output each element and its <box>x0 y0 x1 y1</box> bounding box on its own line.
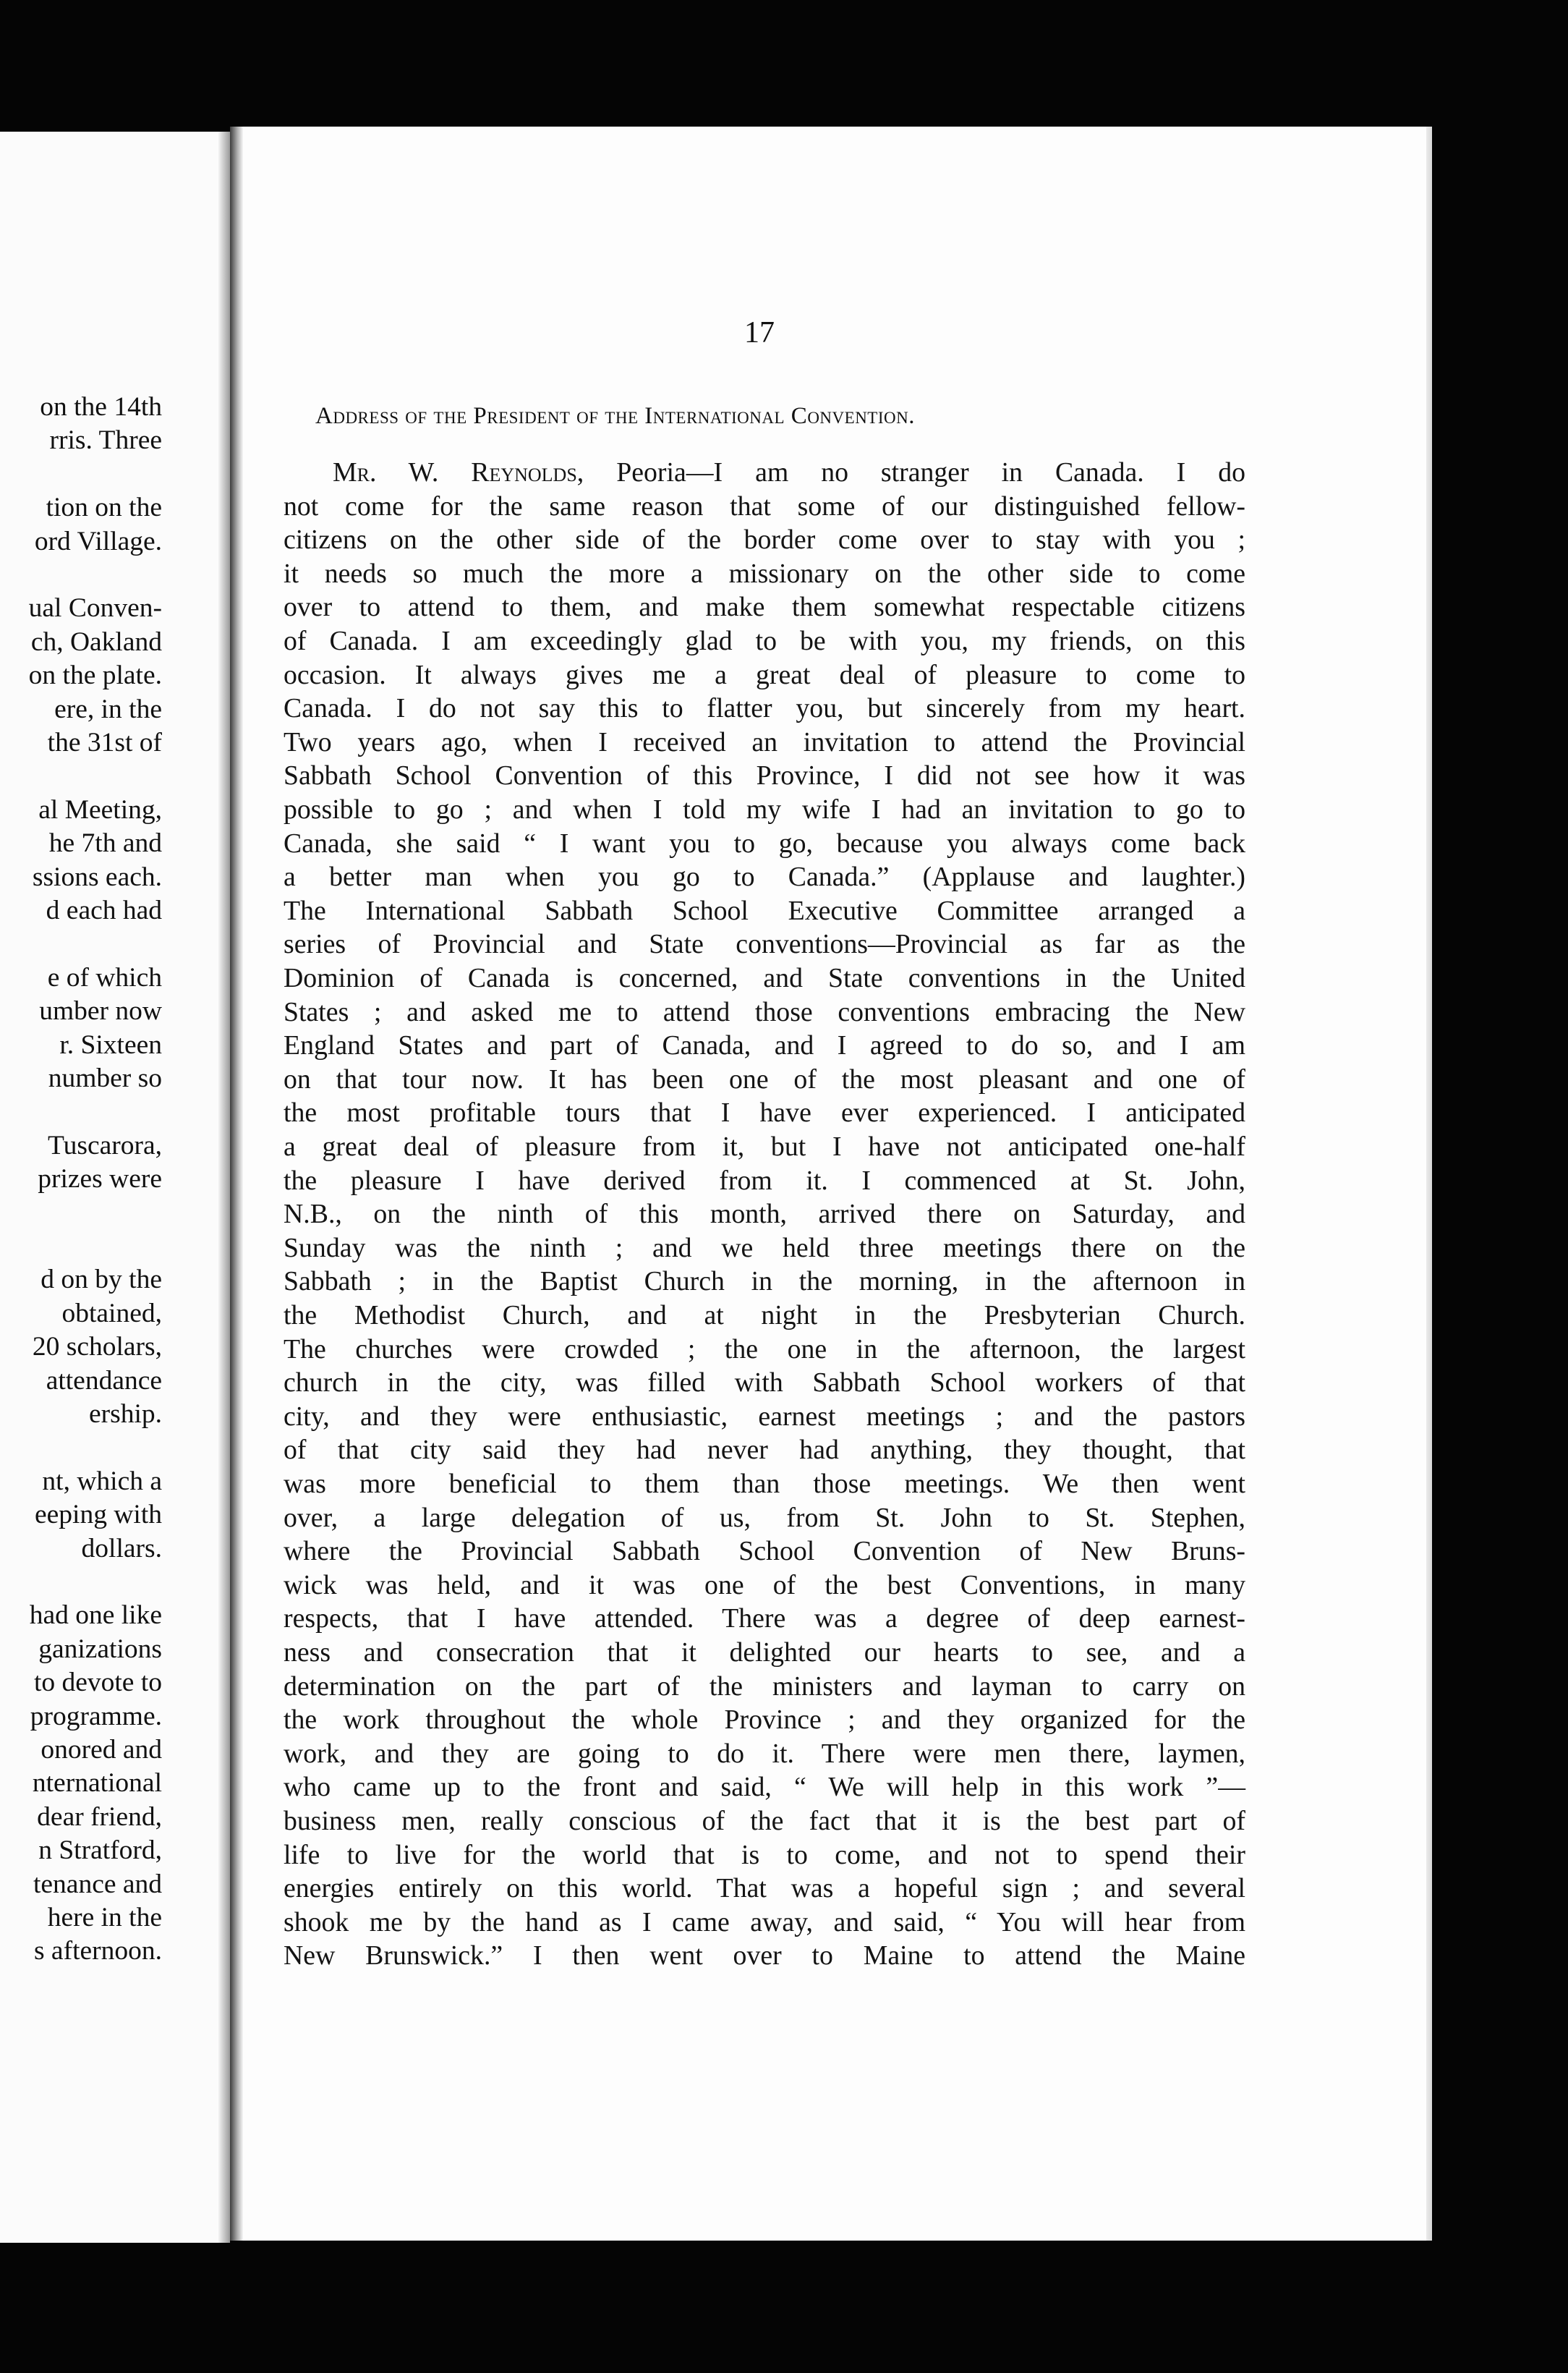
body-line: business men, really conscious of the fact that it is the best part of <box>284 1806 1245 1836</box>
body-line: the Methodist Church, and at night in the Presbyterian Church. <box>284 1300 1245 1330</box>
left-page-line: ord Village. <box>34 526 162 556</box>
body-line: The churches were crowded ; the one in the afternoon, the largest <box>284 1333 1245 1364</box>
body-line: city, and they were enthusiastic, earnest meetings ; and the pastors <box>284 1401 1245 1432</box>
body-line: a better man when you go to Canada.” (Applause and laughter.) <box>284 862 1245 893</box>
left-page-line: dear friend, <box>37 1801 162 1832</box>
left-page-line: had one like <box>29 1600 162 1631</box>
speaker-name: Mr. W. Reynolds <box>333 457 577 488</box>
left-page-line: e of which <box>47 962 162 993</box>
body-line: energies entirely on this world. That was a hopeful sign ; and several <box>284 1873 1245 1904</box>
body-line: wick was held, and it was one of the best Conventions, in many <box>284 1569 1245 1600</box>
body-line: Sabbath ; in the Baptist Church in the morning, in the afternoon in <box>284 1266 1245 1297</box>
body-line: shook me by the hand as I came away, and said, “ You will hear from <box>284 1906 1245 1937</box>
body-line: The International Sabbath School Executive Committee arranged a <box>284 895 1245 926</box>
section-heading <box>315 402 1205 430</box>
body-line: of that city said they had never had anything, they thought, that <box>284 1435 1245 1466</box>
body-line: over to attend to them, and make them somewhat respectable citizens <box>284 592 1245 623</box>
body-line: States ; and asked me to attend those conventions embracing the New <box>284 996 1245 1027</box>
body-line: work, and they are going to do it. There were men there, laymen, <box>284 1738 1245 1769</box>
body-line: determination on the part of the ministers and layman to carry on <box>284 1671 1245 1702</box>
body-line: church in the city, was filled with Sabbath School workers of that <box>284 1367 1245 1398</box>
body-line: of Canada. I am exceedingly glad to be with you, my friends, on this <box>284 626 1245 656</box>
body-line: where the Provincial Sabbath School Convention of New Bruns- <box>284 1536 1245 1567</box>
left-page-line: eeping with <box>34 1500 162 1530</box>
left-page-line: d on by the <box>41 1265 162 1295</box>
body-line: over, a large delegation of us, from St. John to St. Stephen, <box>284 1502 1245 1533</box>
body-line: respects, that I have attended. There was a degree of deep earnest- <box>284 1603 1245 1634</box>
body-line <box>333 456 1245 489</box>
body-line: the most profitable tours that I have ever experienced. I anticipated <box>284 1098 1245 1129</box>
body-line: the work throughout the whole Province ; and they organized for the <box>284 1705 1245 1736</box>
body-line: Canada, she said “ I want you to go, because you always come back <box>284 828 1245 859</box>
body-line: life to live for the world that is to come, and not to spend their <box>284 1839 1245 1870</box>
left-page-line: on the 14th <box>40 392 162 422</box>
left-page-line: on the plate. <box>28 661 162 691</box>
body-line: New Brunswick.” I then went over to Maine to attend the Maine <box>284 1940 1245 1971</box>
body-line: Sunday was the ninth ; and we held three meetings there on the <box>284 1232 1245 1263</box>
left-page-line: 20 scholars, <box>32 1332 162 1362</box>
left-page-line: r. Sixteen <box>59 1030 162 1060</box>
left-page-line: number so <box>48 1064 162 1093</box>
left-page-line: obtained, <box>61 1298 162 1328</box>
left-page-line: ch, Oakland <box>30 627 162 657</box>
body-line: England States and part of Canada, and I agreed to do so, and I am <box>284 1030 1245 1061</box>
left-page-line: tion on the <box>46 493 162 523</box>
page-spine-shadow <box>230 127 243 2241</box>
body-line: series of Provincial and State conventions—Provincial as far as the <box>284 929 1245 960</box>
body-line: it needs so much the more a missionary on the other side to come <box>284 558 1245 589</box>
body-line: citizens on the other side of the border come over to stay with you ; <box>284 525 1245 556</box>
left-page-line: al Meeting, <box>38 794 162 825</box>
body-line: was more beneficial to them than those meetings. We then went <box>284 1469 1245 1499</box>
left-page <box>0 132 230 2243</box>
left-page-line: Tuscarora, <box>48 1130 162 1160</box>
left-page-line: attendance <box>46 1365 162 1396</box>
left-page-line: dollars. <box>81 1533 162 1563</box>
body-line-text: , Peoria—I am no stranger in Canada. I do <box>576 457 1245 488</box>
left-page-line: the 31st of <box>47 728 162 757</box>
body-line: on that tour now. It has been one of the most pleasant and one of <box>284 1064 1245 1095</box>
body-line: N.B., on the ninth of this month, arrived there on Saturday, and <box>284 1199 1245 1230</box>
left-page-line: nt, which a <box>42 1466 162 1496</box>
section-heading-text: Address of the President of the International Convention. <box>315 403 915 429</box>
body-line: not come for the same reason that some of our distinguished fellow- <box>284 491 1245 522</box>
left-page-line: d each had <box>46 896 162 925</box>
left-page-line: ership. <box>88 1399 162 1429</box>
left-page-line: onored and <box>41 1735 162 1765</box>
left-page-line: to devote to <box>33 1668 162 1698</box>
page-number: 17 <box>744 316 775 349</box>
left-page-line: ual Conven- <box>28 593 162 624</box>
body-line: a great deal of pleasure from it, but I have not anticipated one-half <box>284 1132 1245 1162</box>
left-page-line: umber now <box>39 996 162 1027</box>
body-line: who came up to the front and said, “ We will help in this work ”— <box>284 1772 1245 1803</box>
left-page-line: ssions each. <box>32 862 162 892</box>
body-line: Dominion of Canada is concerned, and State conventions in the United <box>284 963 1245 993</box>
body-line: Two years ago, when I received an invitation to attend the Provincial <box>284 726 1245 757</box>
body-line: the pleasure I have derived from it. I commenced at St. John, <box>284 1165 1245 1196</box>
left-page-gutter <box>218 132 230 2243</box>
left-page-line: prizes were <box>38 1164 162 1194</box>
left-page-line: ganizations <box>38 1634 162 1664</box>
body-line: Sabbath School Convention of this Province, I did not see how it was <box>284 760 1245 791</box>
left-page-line: here in the <box>47 1903 162 1932</box>
left-page-line: s afternoon. <box>33 1936 162 1966</box>
body-line: Canada. I do not say this to flatter you, but sincerely from my heart. <box>284 693 1245 724</box>
left-page-line: rris. Three <box>49 425 162 456</box>
left-page-line: tenance and <box>33 1869 162 1899</box>
page-edge <box>1426 127 1432 2241</box>
body-line: ness and consecration that it delighted our hearts to see, and a <box>284 1637 1245 1668</box>
left-page-line: he 7th and <box>48 828 162 859</box>
body-line: possible to go ; and when I told my wife I had an invitation to go to <box>284 794 1245 825</box>
left-page-line: nternational <box>32 1768 162 1799</box>
left-page-line: ere, in the <box>54 694 162 724</box>
body-line: occasion. It always gives me a great deal of pleasure to come to <box>284 659 1245 690</box>
left-page-line: programme. <box>30 1701 162 1731</box>
left-page-line: n Stratford, <box>38 1835 162 1866</box>
